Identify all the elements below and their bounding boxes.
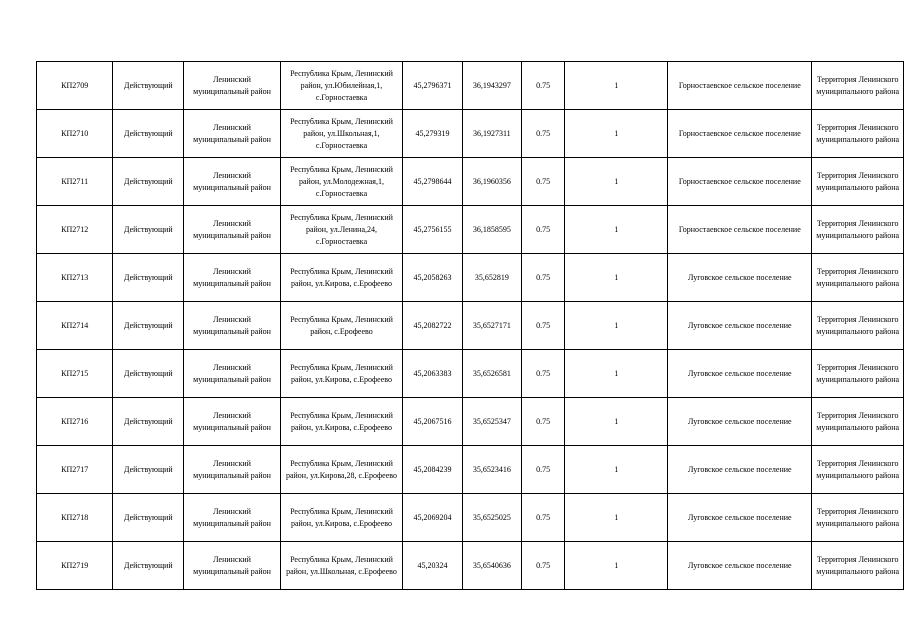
address-cell: Республика Крым, Ленинский район, ул.Школьная,1, с.Горностаевка	[280, 110, 402, 158]
municipality-cell: Ленинский муниципальный район	[184, 446, 281, 494]
municipality-cell: Ленинский муниципальный район	[184, 398, 281, 446]
container-count-cell: 1	[565, 302, 668, 350]
address-cell: Республика Крым, Ленинский район, ул.Кирова, с.Ерофеево	[280, 254, 402, 302]
table-row	[37, 110, 904, 158]
table-row	[37, 254, 904, 302]
latitude-cell: 45,20324	[403, 542, 463, 590]
status-cell: Действующий	[113, 110, 184, 158]
status-cell: Действующий	[113, 302, 184, 350]
territory-cell: Территория Ленинского муниципального района	[812, 542, 904, 590]
municipality-cell: Ленинский муниципальный район	[184, 302, 281, 350]
territory-cell: Территория Ленинского муниципального района	[812, 302, 904, 350]
address-cell: Республика Крым, Ленинский район, ул.Кирова, с.Ерофеево	[280, 494, 402, 542]
table-row	[37, 158, 904, 206]
settlement-cell: Луговское сельское поселение	[668, 542, 812, 590]
container-count-cell: 1	[565, 62, 668, 110]
volume-cell: 0.75	[521, 398, 565, 446]
container-sites-table	[36, 61, 904, 590]
table-row	[37, 542, 904, 590]
latitude-cell: 45,2067516	[403, 398, 463, 446]
table-row	[37, 62, 904, 110]
volume-cell: 0.75	[521, 350, 565, 398]
territory-cell: Территория Ленинского муниципального района	[812, 62, 904, 110]
longitude-cell: 36,1858595	[462, 206, 521, 254]
address-cell: Республика Крым, Ленинский район, ул.Юбилейная,1, с.Горностаевка	[280, 62, 402, 110]
site-code-cell: КП2718	[37, 494, 113, 542]
longitude-cell: 35,6527171	[462, 302, 521, 350]
territory-cell: Территория Ленинского муниципального района	[812, 446, 904, 494]
municipality-cell: Ленинский муниципальный район	[184, 350, 281, 398]
address-cell: Республика Крым, Ленинский район, ул.Ленина,24, с.Горностаевка	[280, 206, 402, 254]
settlement-cell: Горностаевское сельское поселение	[668, 62, 812, 110]
territory-cell: Территория Ленинского муниципального района	[812, 254, 904, 302]
settlement-cell: Горностаевское сельское поселение	[668, 158, 812, 206]
municipality-cell: Ленинский муниципальный район	[184, 110, 281, 158]
longitude-cell: 35,6525347	[462, 398, 521, 446]
volume-cell: 0.75	[521, 302, 565, 350]
status-cell: Действующий	[113, 542, 184, 590]
status-cell: Действующий	[113, 350, 184, 398]
container-count-cell: 1	[565, 542, 668, 590]
table-row	[37, 350, 904, 398]
table-body	[37, 62, 904, 590]
status-cell: Действующий	[113, 62, 184, 110]
container-count-cell: 1	[565, 494, 668, 542]
volume-cell: 0.75	[521, 62, 565, 110]
site-code-cell: КП2715	[37, 350, 113, 398]
address-cell: Республика Крым, Ленинский район, ул.Школьная, с.Ерофеево	[280, 542, 402, 590]
container-count-cell: 1	[565, 254, 668, 302]
latitude-cell: 45,279319	[403, 110, 463, 158]
container-count-cell: 1	[565, 206, 668, 254]
address-cell: Республика Крым, Ленинский район, ул.Молодежная,1, с.Горностаевка	[280, 158, 402, 206]
site-code-cell: КП2709	[37, 62, 113, 110]
municipality-cell: Ленинский муниципальный район	[184, 62, 281, 110]
table-row	[37, 446, 904, 494]
site-code-cell: КП2712	[37, 206, 113, 254]
site-code-cell: КП2719	[37, 542, 113, 590]
settlement-cell: Горностаевское сельское поселение	[668, 110, 812, 158]
settlement-cell: Луговское сельское поселение	[668, 398, 812, 446]
volume-cell: 0.75	[521, 542, 565, 590]
latitude-cell: 45,2798644	[403, 158, 463, 206]
site-code-cell: КП2711	[37, 158, 113, 206]
longitude-cell: 35,6540636	[462, 542, 521, 590]
container-count-cell: 1	[565, 158, 668, 206]
longitude-cell: 35,652819	[462, 254, 521, 302]
latitude-cell: 45,2069204	[403, 494, 463, 542]
site-code-cell: КП2714	[37, 302, 113, 350]
longitude-cell: 35,6523416	[462, 446, 521, 494]
table-row	[37, 398, 904, 446]
longitude-cell: 36,1943297	[462, 62, 521, 110]
site-code-cell: КП2717	[37, 446, 113, 494]
container-count-cell: 1	[565, 110, 668, 158]
volume-cell: 0.75	[521, 494, 565, 542]
status-cell: Действующий	[113, 494, 184, 542]
address-cell: Республика Крым, Ленинский район, с.Ерофеево	[280, 302, 402, 350]
status-cell: Действующий	[113, 446, 184, 494]
territory-cell: Территория Ленинского муниципального района	[812, 206, 904, 254]
territory-cell: Территория Ленинского муниципального района	[812, 350, 904, 398]
territory-cell: Территория Ленинского муниципального района	[812, 398, 904, 446]
municipality-cell: Ленинский муниципальный район	[184, 254, 281, 302]
longitude-cell: 35,6525025	[462, 494, 521, 542]
table-row	[37, 206, 904, 254]
settlement-cell: Луговское сельское поселение	[668, 446, 812, 494]
status-cell: Действующий	[113, 206, 184, 254]
settlement-cell: Луговское сельское поселение	[668, 350, 812, 398]
address-cell: Республика Крым, Ленинский район, ул.Кирова, с.Ерофеево	[280, 398, 402, 446]
latitude-cell: 45,2084239	[403, 446, 463, 494]
municipality-cell: Ленинский муниципальный район	[184, 542, 281, 590]
latitude-cell: 45,2082722	[403, 302, 463, 350]
address-cell: Республика Крым, Ленинский район, ул.Кирова,28, с.Ерофеево	[280, 446, 402, 494]
longitude-cell: 35,6526581	[462, 350, 521, 398]
latitude-cell: 45,2058263	[403, 254, 463, 302]
municipality-cell: Ленинский муниципальный район	[184, 494, 281, 542]
site-code-cell: КП2713	[37, 254, 113, 302]
status-cell: Действующий	[113, 158, 184, 206]
table-row	[37, 302, 904, 350]
volume-cell: 0.75	[521, 254, 565, 302]
container-count-cell: 1	[565, 446, 668, 494]
status-cell: Действующий	[113, 398, 184, 446]
container-count-cell: 1	[565, 350, 668, 398]
territory-cell: Территория Ленинского муниципального района	[812, 158, 904, 206]
latitude-cell: 45,2796371	[403, 62, 463, 110]
territory-cell: Территория Ленинского муниципального района	[812, 110, 904, 158]
volume-cell: 0.75	[521, 110, 565, 158]
address-cell: Республика Крым, Ленинский район, ул.Кирова, с.Ерофеево	[280, 350, 402, 398]
settlement-cell: Луговское сельское поселение	[668, 494, 812, 542]
site-code-cell: КП2710	[37, 110, 113, 158]
latitude-cell: 45,2756155	[403, 206, 463, 254]
territory-cell: Территория Ленинского муниципального района	[812, 494, 904, 542]
latitude-cell: 45,2063383	[403, 350, 463, 398]
volume-cell: 0.75	[521, 446, 565, 494]
longitude-cell: 36,1927311	[462, 110, 521, 158]
longitude-cell: 36,1960356	[462, 158, 521, 206]
settlement-cell: Горностаевское сельское поселение	[668, 206, 812, 254]
status-cell: Действующий	[113, 254, 184, 302]
municipality-cell: Ленинский муниципальный район	[184, 158, 281, 206]
municipality-cell: Ленинский муниципальный район	[184, 206, 281, 254]
container-count-cell: 1	[565, 398, 668, 446]
table-row	[37, 494, 904, 542]
site-code-cell: КП2716	[37, 398, 113, 446]
volume-cell: 0.75	[521, 206, 565, 254]
settlement-cell: Луговское сельское поселение	[668, 302, 812, 350]
settlement-cell: Луговское сельское поселение	[668, 254, 812, 302]
volume-cell: 0.75	[521, 158, 565, 206]
